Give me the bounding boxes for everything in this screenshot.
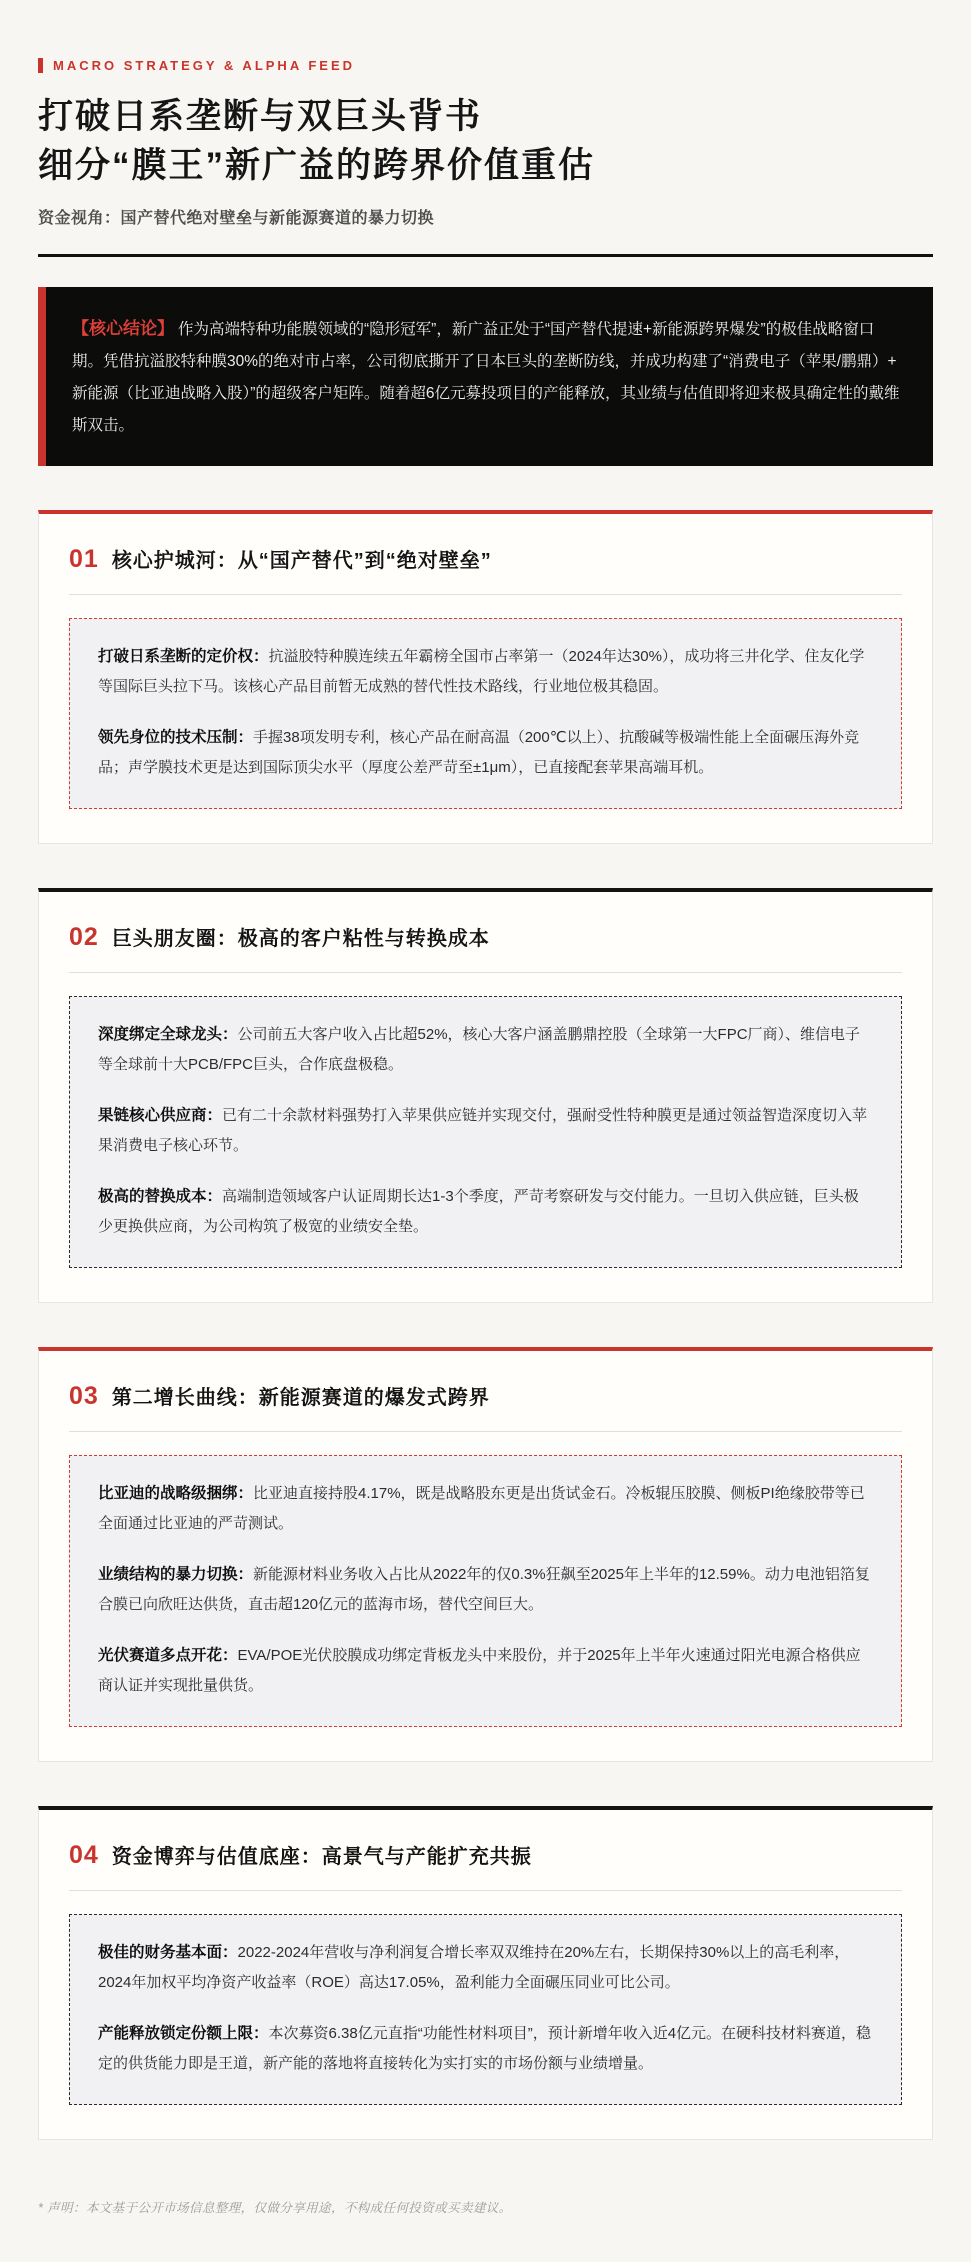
section-number: 03 (69, 1382, 99, 1410)
bullet-body: 比亚迪直接持股4.17%，既是战略股东更是出货试金石。冷板辊压胶膜、侧板PI绝缘胶带等已全面通过比亚迪的严苛测试。 (98, 1485, 865, 1532)
section-header (69, 544, 902, 574)
section-title: 巨头朋友圈：极高的客户粘性与转换成本 (111, 928, 490, 950)
bullet-lead: 光伏赛道多点开花： (98, 1647, 238, 1664)
core-conclusion-box (38, 287, 933, 466)
bullet-lead: 极高的替换成本： (98, 1188, 223, 1205)
bullet-lead: 打破日系垄断的定价权： (98, 648, 269, 665)
section-title: 资金博弈与估值底座：高景气与产能扩充共振 (111, 1846, 532, 1868)
bullet-paragraph (98, 1101, 873, 1161)
section-body-box (69, 1914, 902, 2105)
section-card-04 (38, 1806, 933, 2140)
bullet-body: 已有二十余款材料强势打入苹果供应链并实现交付，强耐受性特种膜更是通过领益智造深度切入苹果消费电子核心环节。 (98, 1107, 868, 1154)
bullet-body: 公司前五大客户收入占比超52%，核心大客户涵盖鹏鼎控股（全球第一大FPC厂商）、维信电子等全球前十大PCB/FPC巨头，合作底盘极稳。 (98, 1026, 861, 1073)
core-conclusion-text: 作为高端特种功能膜领域的“隐形冠军”，新广益正处于“国产替代提速+新能源跨界爆发”的极佳战略窗口期。凭借抗溢胶特种膜30%的绝对市占率，公司彻底撕开了日本巨头的垄断防线，并成功构建了“消费电子（苹果/鹏鼎）+ 新能源（比亚迪战略入股）”的超级客户矩阵。随着超6亿元募投项目的产能释放，其业绩与估值即将迎来极具确定性的戴维斯双击。 (72, 321, 900, 434)
section-divider (69, 1890, 902, 1891)
bullet-body: 本次募资6.38亿元直指“功能性材料项目”，预计新增年收入近4亿元。在硬科技材料赛道，稳定的供货能力即是王道，新产能的落地将直接转化为实打实的市场份额与业绩增量。 (98, 2025, 872, 2072)
section-card-03 (38, 1347, 933, 1762)
bullet-paragraph (98, 2019, 873, 2079)
bullet-paragraph (98, 1182, 873, 1242)
section-title: 核心护城河：从“国产替代”到“绝对壁垒” (111, 550, 492, 572)
page-title-line-1: 打破日系垄断与双巨头背书 (38, 97, 483, 136)
bullet-body: 手握38项发明专利，核心产品在耐高温（200℃以上）、抗酸碱等极端性能上全面碾压海外竞品；声学膜技术更是达到国际顶尖水平（厚度公差严苛至±1μm），已直接配套苹果高端耳机。 (98, 729, 860, 776)
eyebrow-accent-bar (38, 58, 43, 73)
section-card-02 (38, 888, 933, 1303)
bullet-paragraph (98, 1641, 873, 1701)
section-number: 02 (69, 923, 99, 951)
bullet-paragraph (98, 723, 873, 783)
bullet-paragraph (98, 1020, 873, 1080)
section-title: 第二增长曲线：新能源赛道的爆发式跨界 (111, 1387, 490, 1409)
bullet-paragraph (98, 1479, 873, 1539)
bullet-body: EVA/POE光伏胶膜成功绑定背板龙头中来股份，并于2025年上半年火速通过阳光电源合格供应商认证并实现批量供货。 (98, 1647, 861, 1694)
bullet-paragraph (98, 1560, 873, 1620)
page-subtitle: 资金视角：国产替代绝对壁垒与新能源赛道的暴力切换 (38, 210, 435, 227)
header-divider (38, 254, 933, 257)
page-title-line-2: 细分“膜王”新广益的跨界价值重估 (38, 146, 596, 185)
section-number: 01 (69, 545, 99, 573)
section-divider (69, 1431, 902, 1432)
eyebrow-label (38, 58, 933, 73)
bullet-lead: 极佳的财务基本面： (98, 1944, 238, 1961)
bullet-body: 2022-2024年营收与净利润复合增长率双双维持在20%左右，长期保持30%以上的高毛利率，2024年加权平均净资产收益率（ROE）高达17.05%，盈利能力全面碾压同业可比公司。 (98, 1944, 850, 1991)
section-body-box (69, 618, 902, 809)
section-number: 04 (69, 1841, 99, 1869)
bullet-lead: 比亚迪的战略级捆绑： (98, 1485, 254, 1502)
section-divider (69, 972, 902, 973)
section-header (69, 1840, 902, 1870)
bullet-lead: 产能释放锁定份额上限： (98, 2025, 269, 2042)
bullet-paragraph (98, 1938, 873, 1998)
disclaimer-text: * 声明：本文基于公开市场信息整理，仅做分享用途，不构成任何投资或买卖建议。 (38, 2201, 512, 2215)
section-body-box (69, 996, 902, 1268)
section-header (69, 922, 902, 952)
bullet-paragraph (98, 642, 873, 702)
bullet-body: 抗溢胶特种膜连续五年霸榜全国市占率第一（2024年达30%），成功将三井化学、住友化学等国际巨头拉下马。该核心产品目前暂无成熟的替代性技术路线，行业地位极其稳固。 (98, 648, 865, 695)
bullet-body: 高端制造领域客户认证周期长达1-3个季度，严苛考察研发与交付能力。一旦切入供应链，巨头极少更换供应商，为公司构筑了极宽的业绩安全垫。 (98, 1188, 859, 1235)
bullet-lead: 业绩结构的暴力切换： (98, 1566, 254, 1583)
bullet-lead: 果链核心供应商： (98, 1107, 223, 1124)
section-body-box (69, 1455, 902, 1727)
bullet-lead: 深度绑定全球龙头： (98, 1026, 238, 1043)
page-title (38, 92, 933, 190)
section-card-01 (38, 510, 933, 844)
bullet-body: 新能源材料业务收入占比从2022年的仅0.3%狂飙至2025年上半年的12.59%。动力电池铝箔复合膜已向欣旺达供货，直击超120亿元的蓝海市场，替代空间巨大。 (98, 1566, 870, 1613)
eyebrow-text: MACRO STRATEGY & ALPHA FEED (53, 58, 356, 73)
bullet-lead: 领先身位的技术压制： (98, 729, 254, 746)
section-divider (69, 594, 902, 595)
core-conclusion-label: 【核心结论】 (72, 319, 174, 338)
section-header (69, 1381, 902, 1411)
